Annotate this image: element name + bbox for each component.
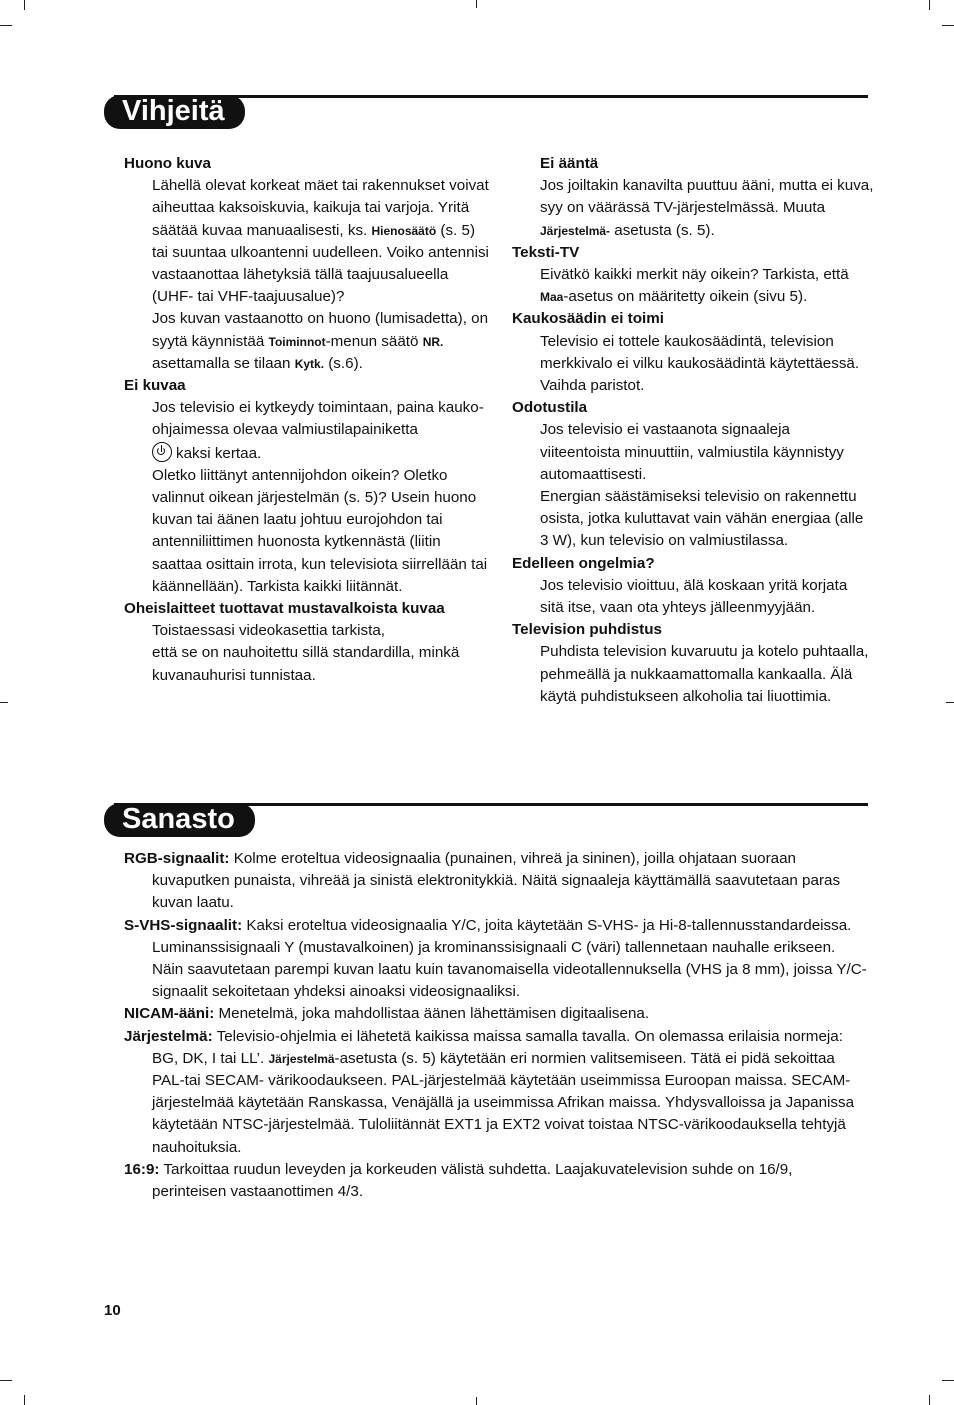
crop-mark [929,0,930,10]
tip-text: Lähellä olevat korkeat mäet tai rakennukset voivat aiheuttaa kaksoiskuvia, kaikuja tai varjoja. Yritä säätää kuvaa manuaalisesti, ks. Hienosäätö (s. 5) tai suuntaa ulkoantenni uudelleen. Voiko antennisi vastaanottaa lähetyksiä tällä taajuusalueella (UHF- tai VHF-taajuusalue)? [152,177,489,306]
tip-title-teletext: Teksti-TV [512,243,580,261]
crop-mark [946,702,954,703]
glossary-entry-system: Järjestelmä: Televisio-ohjelmia ei lähetetä kaikissa maissa samalla tavalla. On olemassa erilaisia normeja: BG, DK, I tai LL’. Järjestelmä-asetusta (s. 5) käytetään eri normien valitsemiseen. Tätä ei pidä sekoittaa PAL-tai SECAM- värikoodaukseen. PAL-järjestelmää käytetään useimmissa Euroopan maissa. SECAM-järjestelmää käytetään Ranskassa, Venäjällä ja useimmissa Afrikan maissa. Yhdysvalloissa ja Japanissa käytetään NTSC-järjestelmää. Tuloliitännät EXT1 ja EXT2 voivat toistaa NTSC-värikoodauksella tehtyjä nauhoituksia. [124,1027,855,1156]
crop-mark [0,702,8,703]
glossary-header [104,803,868,843]
tip-text: Puhdista television kuvaruutu ja kotelo puhtaalla, pehmeällä ja nukkaamattomalla kankaalla. Älä käytä puhdistukseen alkoholia tai liuottimia. [540,643,869,705]
tip-text: Energian säästämiseksi televisio on rakennettu osista, jotka kuluttavat vain vähän energiaa (alle 3 W), kun televisio on valmiustilassa. [540,488,864,550]
tip-title-poor-picture: Huono kuva [124,155,211,172]
tip-text: Eivätkö kaikki merkit näy oikein? Tarkista, että Maa-asetus on määritetty oikein (sivu 5). [540,266,849,306]
tip-title-bw: Oheislaitteet tuottavat mustavalkoista kuvaa [124,600,445,618]
tips-header [104,95,868,135]
crop-mark [476,1397,477,1405]
glossary-entry-nicam: NICAM-ääni: Menetelmä, joka mahdollistaa äänen lähettämisen digitaalisena. [124,1005,650,1023]
tips-left-column [124,153,490,687]
tip-text: Jos televisio ei kytkeydy toimintaan, paina kauko-ohjaimessa olevaa valmiustilapainiketta kaksi kertaa. [152,399,484,462]
tip-text: Televisio ei tottele kaukosäädintä, television merkkivalo ei vilku kaukosäädintä käytettäessä. Vaihda paristot. [540,332,860,395]
power-icon [152,442,172,462]
tips-heading: Vihjeitä [104,95,245,129]
tip-text: että se on nauhoitettu sillä standardilla, minkä kuvanauhurisi tunnistaa. [152,644,460,684]
crop-mark [942,25,954,26]
glossary-heading: Sanasto [104,803,255,837]
glossary-list [124,848,869,1203]
crop-mark [0,1380,12,1381]
crop-mark [24,0,25,10]
glossary-entry-ratio: 16:9: Tarkoittaa ruudun leveyden ja korkeuden välistä suhdetta. Laajakuvatelevision suhde on 16/9, perinteisen vastaanottimen 4/3. [124,1160,793,1201]
tip-title-standby: Odotustila [512,399,588,417]
tip-text: Jos televisio ei vastaanota signaaleja viiteentoista minuuttiin, valmiustila käynnistyy automaattisesti. [540,421,844,483]
tip-text: Jos joiltakin kanavilta puuttuu ääni, mutta ei kuva, syy on väärässä TV-järjestelmässä. Muuta Järjestelmä- asetusta (s. 5). [540,177,874,239]
tip-text: Jos kuvan vastaanotto on huono (lumisadetta), on syytä käynnistää Toiminnot-menun säätö NR. asettamalla se tilaan Kytk. (s.6). [152,310,489,372]
tip-text: Toistaessasi videokasettia tarkista, [152,622,385,640]
glossary-entry-rgb: RGB-signaalit: Kolme eroteltua videosignaalia (punainen, vihreä ja sininen), joilla ohjataan suoraan kuvaputken punaista, vihreää ja sinistä elektronitykkiä. Näitä signaaleja käyttämällä saavutetaan paras kuvan laatu. [124,850,841,912]
crop-mark [942,1380,954,1381]
tips-right-column [512,153,874,708]
tip-title-remote: Kaukosäädin ei toimi [512,310,664,328]
tip-title-no-picture: Ei kuvaa [124,377,186,395]
glossary-entry-svhs: S-VHS-signaalit: Kaksi eroteltua videosignaalia Y/C, joita käytetään S-VHS- ja Hi-8-tallennusstandardeissa. Luminanssisignaali Y (mustavalkoinen) ja krominanssisignaali C (väri) tallennetaan nauhalle erikseen. Näin saavutetaan parempi kuvan laatu kuin tavanomaisella videotallennuksella (VHS ja 8 mm), joissa Y/C-signaalit sekoitetaan yhdeksi ainoaksi videosignaaliksi. [124,916,867,1001]
tip-title-cleaning: Television puhdistus [512,621,662,639]
page-number: 10 [104,1302,121,1319]
tip-text: Oletko liittänyt antennijohdon oikein? Oletko valinnut oikean järjestelmän (s. 5)? Usein huono kuvan tai äänen laatu johtuu eurojohdon tai antenniliittimen huonosta kytkennästä (liitin saattaa osittain irrota, kun televisiota siirrellään tai käännellään). Tarkista kaikki liitännät. [152,466,488,595]
tip-text: Jos televisio vioittuu, älä koskaan yritä korjata sitä itse, vaan ota yhteys jälleenmyyjään. [540,576,848,617]
crop-mark [0,25,12,26]
tip-title-still-problems: Edelleen ongelmia? [512,554,655,572]
tip-title-no-sound: Ei ääntä [540,155,599,172]
crop-mark [476,0,477,8]
crop-mark [24,1395,25,1405]
crop-mark [929,1395,930,1405]
